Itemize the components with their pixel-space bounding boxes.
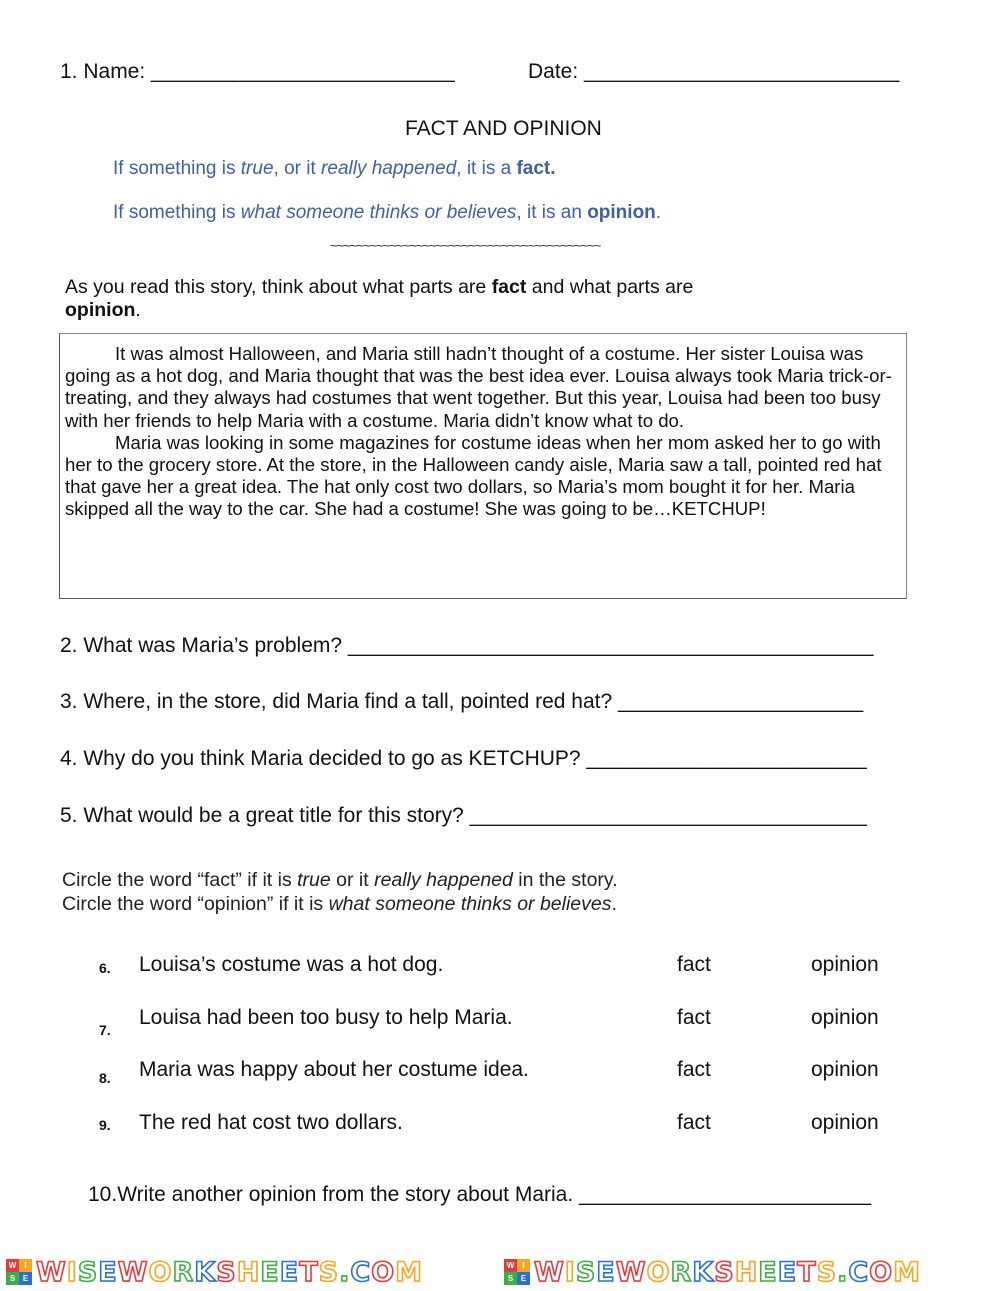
intro-opinion-word: opinion	[65, 299, 136, 321]
statement-text: The red hat cost two dollars.	[139, 1111, 403, 1134]
intro-fact-word: fact	[491, 276, 527, 298]
logo-letter: K	[194, 1256, 217, 1288]
logo-letter: K	[692, 1256, 715, 1288]
fact-def-text: If something is	[113, 158, 241, 179]
logo-letter: R	[670, 1256, 693, 1288]
logo-letter: W	[534, 1256, 565, 1288]
logo-text	[36, 1257, 423, 1288]
logo-letter: E	[279, 1256, 300, 1288]
opinion-def-text: If something is	[113, 202, 241, 223]
statement-text: Louisa had been too busy to help Maria.	[139, 1006, 513, 1029]
instr-em: what someone thinks or believes	[328, 893, 612, 915]
logo-letter: T	[299, 1256, 319, 1288]
statement-text: Louisa’s costume was a hot dog.	[139, 953, 444, 976]
logo-letter: W	[117, 1256, 149, 1288]
opinion-choice[interactable]: opinion	[811, 1058, 879, 1081]
divider: ~~~~~~~~~~~~~~~~~~~~~~~~~~~~~~~~~~~~~~~~~	[330, 238, 601, 253]
intro-text: As you read this story, think about what parts are	[65, 276, 492, 298]
circle-instruction-fact	[62, 869, 618, 892]
story-paragraph-1: It was almost Halloween, and Maria still hadn’t thought of a costume. Her sister Louisa was going as a hot dog, and Maria thought that was the best idea ever. Louisa always took Maria trick-or-treating, and they always had costumes that went together. But this year, Louisa had been too busy with her friends to help Maria with a costume. Maria didn’t know what to do.	[65, 343, 892, 431]
opinion-def-end: .	[655, 202, 662, 223]
logo-letter: I	[564, 1256, 576, 1288]
logo-letter: O	[371, 1256, 396, 1288]
logo-letter: H	[734, 1256, 759, 1288]
logo-mark-cell: W	[504, 1259, 517, 1272]
fact-def-word: fact.	[516, 158, 556, 179]
logo-letter: S	[714, 1256, 735, 1288]
footer-watermark	[0, 1248, 1000, 1291]
fact-choice[interactable]: fact	[677, 1006, 711, 1029]
question-4[interactable]: 4. Why do you think Maria decided to go as KETCHUP? ________________________	[60, 747, 867, 770]
logo-letter: S	[77, 1256, 99, 1288]
logo-letter: M	[893, 1256, 921, 1288]
date-line[interactable]: Date: ___________________________	[528, 60, 900, 83]
logo-letter: O	[148, 1256, 173, 1288]
page-title: FACT AND OPINION	[405, 117, 602, 140]
wiseworksheets-logo[interactable]	[504, 1258, 921, 1286]
opinion-def-word: opinion	[587, 202, 656, 223]
instr-text: or it	[330, 869, 375, 891]
logo-letter: W	[36, 1256, 67, 1288]
instr-text: in the story.	[512, 869, 618, 891]
logo-letter: W	[615, 1256, 647, 1288]
wiseworksheets-logo[interactable]	[6, 1258, 423, 1286]
logo-mark-cell: E	[517, 1272, 530, 1285]
intro-instruction	[65, 276, 905, 322]
logo-letter: E	[98, 1256, 118, 1288]
fact-choice[interactable]: fact	[677, 953, 711, 976]
logo-letter: H	[236, 1256, 261, 1288]
logo-letter: O	[646, 1256, 671, 1288]
logo-mark-cell: W	[6, 1259, 19, 1272]
logo-letter: E	[596, 1256, 616, 1288]
fact-def-text: , it is a	[456, 158, 517, 179]
statement-number: 8.	[99, 1070, 111, 1086]
logo-mark-cell: I	[19, 1259, 32, 1272]
story-paragraph-2: Maria was looking in some magazines for costume ideas when her mom asked her to go with her to the grocery store. At the store, in the Halloween candy aisle, Maria saw a tall, pointed red hat that gave her a great idea. The hat only cost two dollars, so Maria’s mom bought it for her. Maria skipped all the way to the car. She had a costume! She was going to be…KETCHUP!	[65, 431, 882, 520]
logo-letter: S	[816, 1256, 838, 1288]
question-5[interactable]: 5. What would be a great title for this story? __________________________________	[60, 804, 867, 827]
logo-mark-cell: S	[6, 1272, 19, 1285]
fact-choice[interactable]: fact	[677, 1058, 711, 1081]
question-10[interactable]: 10.Write another opinion from the story about Maria. _________________________	[88, 1183, 872, 1206]
instr-em-true: true	[297, 869, 331, 891]
opinion-def-text: , it is an	[516, 202, 588, 223]
opinion-def-em: what someone thinks or believes	[240, 202, 517, 223]
logo-letter: S	[575, 1256, 597, 1288]
logo-letter: .	[339, 1256, 351, 1288]
intro-end: .	[135, 299, 141, 321]
fact-definition	[113, 158, 556, 180]
opinion-definition	[113, 202, 661, 224]
story-text	[65, 343, 905, 521]
question-3[interactable]: 3. Where, in the store, did Maria find a tall, pointed red hat? _____________________	[60, 690, 864, 713]
opinion-choice[interactable]: opinion	[811, 1111, 879, 1134]
logo-mark-icon	[504, 1259, 530, 1285]
opinion-choice[interactable]: opinion	[811, 1006, 879, 1029]
fact-def-em-happened: really happened	[321, 158, 457, 179]
logo-letter: C	[848, 1256, 870, 1288]
statement-number: 7.	[99, 1022, 111, 1038]
name-line[interactable]: 1. Name: __________________________	[60, 60, 455, 83]
logo-letter: E	[260, 1256, 280, 1288]
opinion-choice[interactable]: opinion	[811, 953, 879, 976]
question-2[interactable]: 2. What was Maria’s problem? _____________________________________________	[60, 634, 874, 657]
logo-letter: S	[318, 1256, 340, 1288]
logo-letter: O	[869, 1256, 894, 1288]
logo-letter: S	[216, 1256, 237, 1288]
logo-letter: T	[797, 1256, 817, 1288]
intro-text: and what parts are	[526, 276, 694, 298]
logo-letter: R	[172, 1256, 195, 1288]
logo-mark-cell: S	[504, 1272, 517, 1285]
instr-text: Circle the word “opinion” if it is	[62, 893, 329, 915]
fact-choice[interactable]: fact	[677, 1111, 711, 1134]
statement-text: Maria was happy about her costume idea.	[139, 1058, 529, 1081]
logo-letter: .	[837, 1256, 849, 1288]
logo-mark-icon	[6, 1259, 32, 1285]
logo-letter: I	[66, 1256, 78, 1288]
statement-number: 9.	[99, 1117, 111, 1133]
circle-instruction-opinion	[62, 893, 617, 916]
fact-def-text: , or it	[273, 158, 322, 179]
logo-text	[534, 1257, 921, 1288]
fact-def-em-true: true	[240, 158, 274, 179]
instr-text: .	[611, 893, 617, 915]
statement-number: 6.	[99, 960, 111, 976]
logo-mark-cell: I	[517, 1259, 530, 1272]
instr-em-happened: really happened	[374, 869, 513, 891]
logo-letter: E	[777, 1256, 798, 1288]
logo-letter: M	[395, 1256, 423, 1288]
logo-letter: E	[758, 1256, 778, 1288]
instr-text: Circle the word “fact” if it is	[62, 869, 298, 891]
logo-mark-cell: E	[19, 1272, 32, 1285]
logo-letter: C	[350, 1256, 372, 1288]
